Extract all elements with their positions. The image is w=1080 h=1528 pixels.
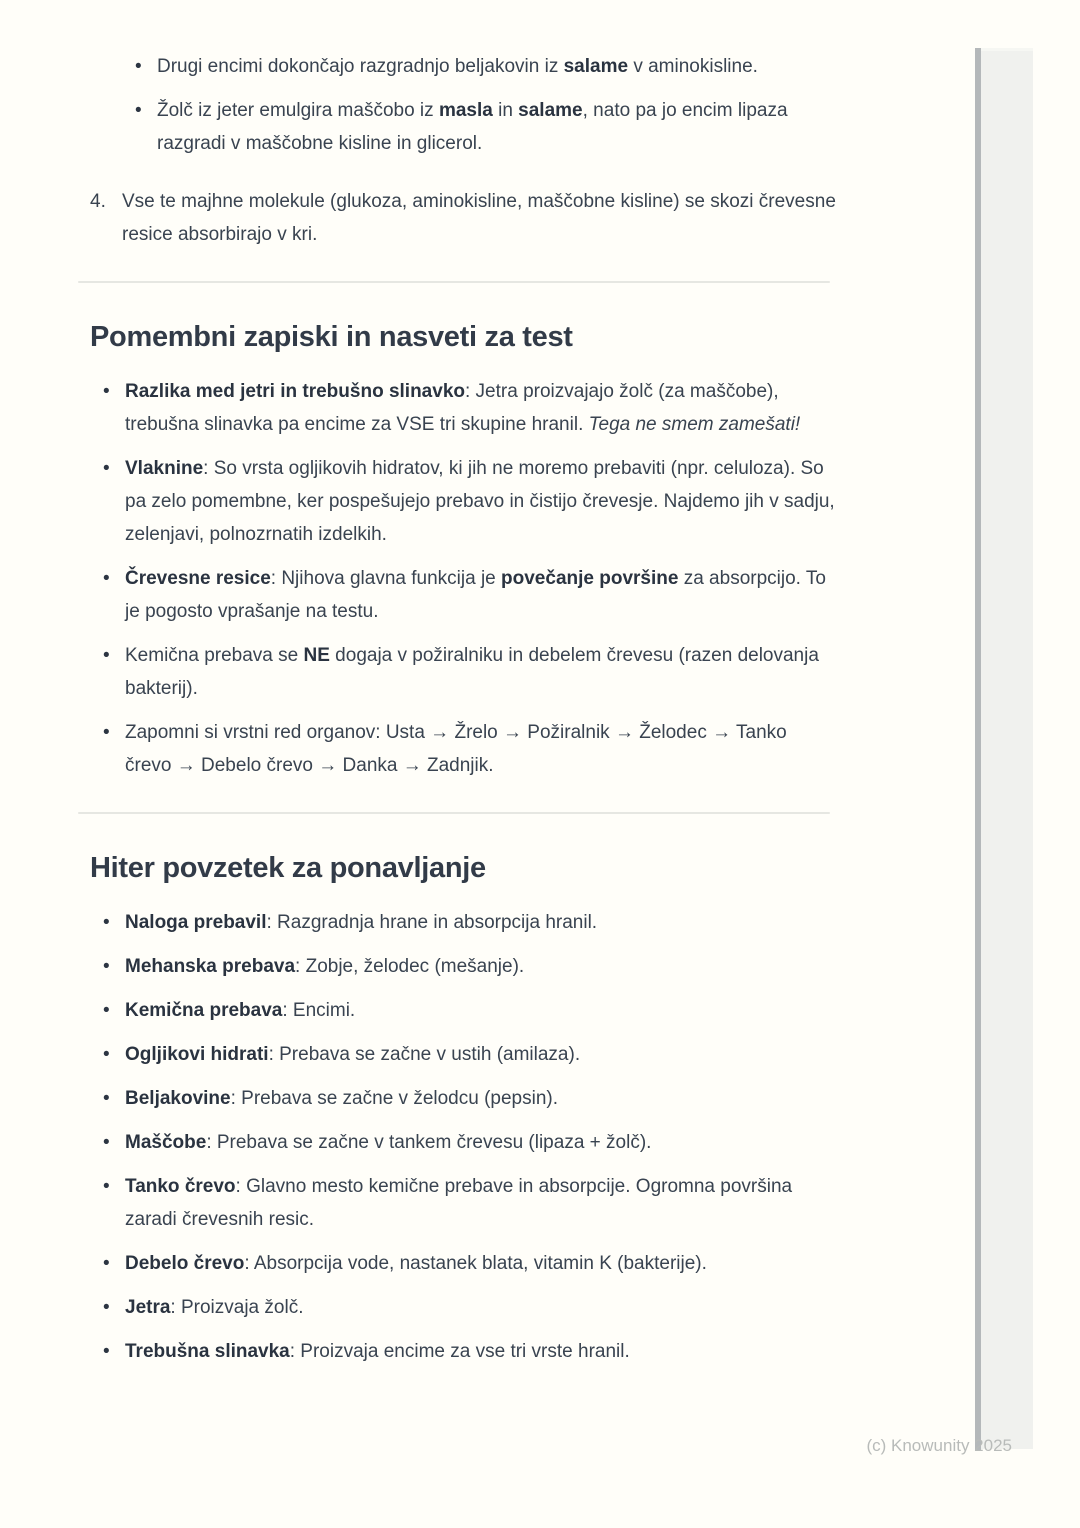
section-bullet-list [90, 375, 838, 782]
bold-text-segment: salame [563, 56, 629, 77]
list-item [90, 1038, 838, 1071]
list-item [90, 950, 838, 983]
bullet-icon: • [103, 912, 110, 933]
section-divider [78, 281, 830, 283]
intro-section [90, 50, 838, 251]
numbered-item-marker: 4. [90, 191, 106, 212]
list-item [90, 452, 838, 551]
bullet-icon: • [103, 568, 110, 589]
text-segment: in [492, 100, 519, 121]
bold-text-segment: Mehanska prebava [125, 956, 296, 977]
text-segment: v aminokisline. [628, 56, 758, 77]
section-divider [78, 812, 830, 814]
bullet-icon: • [103, 1000, 110, 1021]
text-segment: : Jetra proizvajajo žolč (za maščobe), trebušna slinavka pa encime za VSE tri skupine hranil. [125, 381, 779, 435]
text-segment: , nato pa jo encim lipaza razgradi v maščobne kisline in glicerol. [157, 100, 788, 154]
list-item [90, 1126, 838, 1159]
bold-text-segment: povečanje površine [501, 568, 679, 589]
bullet-icon: • [103, 1176, 110, 1197]
text-segment: : Proizvaja encime za vse tri vrste hranil. [289, 1341, 630, 1362]
bullet-icon: • [103, 1088, 110, 1109]
bold-text-segment: Debelo črevo [125, 1253, 245, 1274]
numbered-list-item [90, 185, 838, 251]
text-segment: : So vrsta ogljikovih hidratov, ki jih ne moremo prebaviti (npr. celuloza). So pa zelo pomembne, ker pospešujejo prebavo in čistijo črevesje. Najdemo jih v sadju, zelenjavi, polnozrnatih izdelkih. [125, 458, 835, 545]
section-title: Hiter povzetek za ponavljanje [90, 852, 486, 884]
text-segment: Drugi encimi dokončajo razgradnjo beljakovin iz [157, 56, 564, 77]
bold-text-segment: Maščobe [125, 1132, 207, 1153]
next-page-edge [981, 48, 1033, 1449]
list-item [90, 1247, 838, 1280]
bullet-icon: • [103, 1341, 110, 1362]
bold-text-segment: Naloga prebavil [125, 912, 267, 933]
text-segment: za absorpcijo. To je pogosto vprašanje na testu. [125, 568, 826, 622]
italic-text-segment: Tega ne smem zamešati! [588, 414, 801, 435]
sections-container [90, 281, 838, 1368]
scrollbar-thumb[interactable] [975, 48, 981, 1450]
list-item [90, 906, 838, 939]
text-segment: : Zobje, želodec (mešanje). [295, 956, 525, 977]
text-segment: : Absorpcija vode, nastanek blata, vitamin K (bakterije). [244, 1253, 707, 1274]
bold-text-segment: Tanko črevo [125, 1176, 236, 1197]
bold-text-segment: Vlaknine [125, 458, 204, 479]
text-segment: : Glavno mesto kemične prebave in absorpcije. Ogromna površina zaradi črevesnih resic. [125, 1176, 793, 1230]
text-segment: : Prebava se začne v tankem črevesu (lipaza + žolč). [206, 1132, 652, 1153]
bullet-icon: • [103, 956, 110, 977]
notes-section [90, 812, 838, 1368]
bold-text-segment: NE [303, 645, 330, 666]
list-item [90, 562, 838, 628]
text-segment: : Encimi. [282, 1000, 356, 1021]
bullet-icon: • [103, 1044, 110, 1065]
list-item [90, 1335, 838, 1368]
bullet-icon: • [103, 458, 110, 479]
bullet-icon: • [103, 1132, 110, 1153]
intro-sub-bullet-list [90, 50, 838, 160]
bullet-icon: • [135, 100, 142, 121]
list-item [90, 1170, 838, 1236]
copyright-footer: (c) Knowunity 2025 [866, 1436, 1012, 1455]
bold-text-segment: salame [518, 100, 583, 121]
bullet-icon: • [135, 56, 142, 77]
list-item [90, 639, 838, 705]
text-segment: Zapomni si vrstni red organov: Usta → Žrelo → Požiralnik → Želodec → Tanko črevo → Debelo črevo → Danka → Zadnjik. [125, 722, 787, 776]
list-item [90, 716, 838, 782]
section-bullet-list [90, 906, 838, 1368]
bold-text-segment: Jetra [125, 1297, 171, 1318]
bullet-icon: • [103, 381, 110, 402]
text-segment: : Razgradnja hrane in absorpcija hranil. [266, 912, 598, 933]
list-item [90, 94, 838, 160]
text-segment: : Prebava se začne v ustih (amilaza). [268, 1044, 581, 1065]
bullet-icon: • [103, 645, 110, 666]
text-segment: : Proizvaja žolč. [170, 1297, 304, 1318]
list-item [90, 1082, 838, 1115]
text-segment: Žolč iz jeter emulgira maščobo iz [157, 100, 439, 121]
list-item [90, 994, 838, 1027]
bold-text-segment: Trebušna slinavka [125, 1341, 290, 1362]
numbered-item-text [122, 191, 836, 245]
bold-text-segment: masla [438, 100, 493, 121]
bullet-icon: • [103, 1297, 110, 1318]
bold-text-segment: Črevesne resice [125, 568, 271, 589]
bullet-icon: • [103, 1253, 110, 1274]
text-segment: : Prebava se začne v želodcu (pepsin). [230, 1088, 559, 1109]
bullet-icon: • [103, 722, 110, 743]
notes-content [90, 50, 838, 1368]
list-item [90, 375, 838, 441]
text-segment: Vse te majhne molekule (glukoza, aminokisline, maščobne kisline) se skozi črevesne resice absorbirajo v kri. [122, 191, 836, 245]
list-item [90, 50, 838, 83]
text-segment: dogaja v požiralniku in debelem črevesu (razen delovanja bakterij). [125, 645, 819, 699]
bold-text-segment: Razlika med jetri in trebušno slinavko [125, 381, 465, 402]
list-item [90, 1291, 838, 1324]
bold-text-segment: Kemična prebava [125, 1000, 283, 1021]
text-segment: Kemična prebava se [125, 645, 304, 666]
bold-text-segment: Ogljikovi hidrati [125, 1044, 269, 1065]
text-segment: : Njihova glavna funkcija je [270, 568, 502, 589]
bold-text-segment: Beljakovine [125, 1088, 231, 1109]
notes-section [90, 281, 838, 782]
section-title: Pomembni zapiski in nasveti za test [90, 321, 573, 353]
